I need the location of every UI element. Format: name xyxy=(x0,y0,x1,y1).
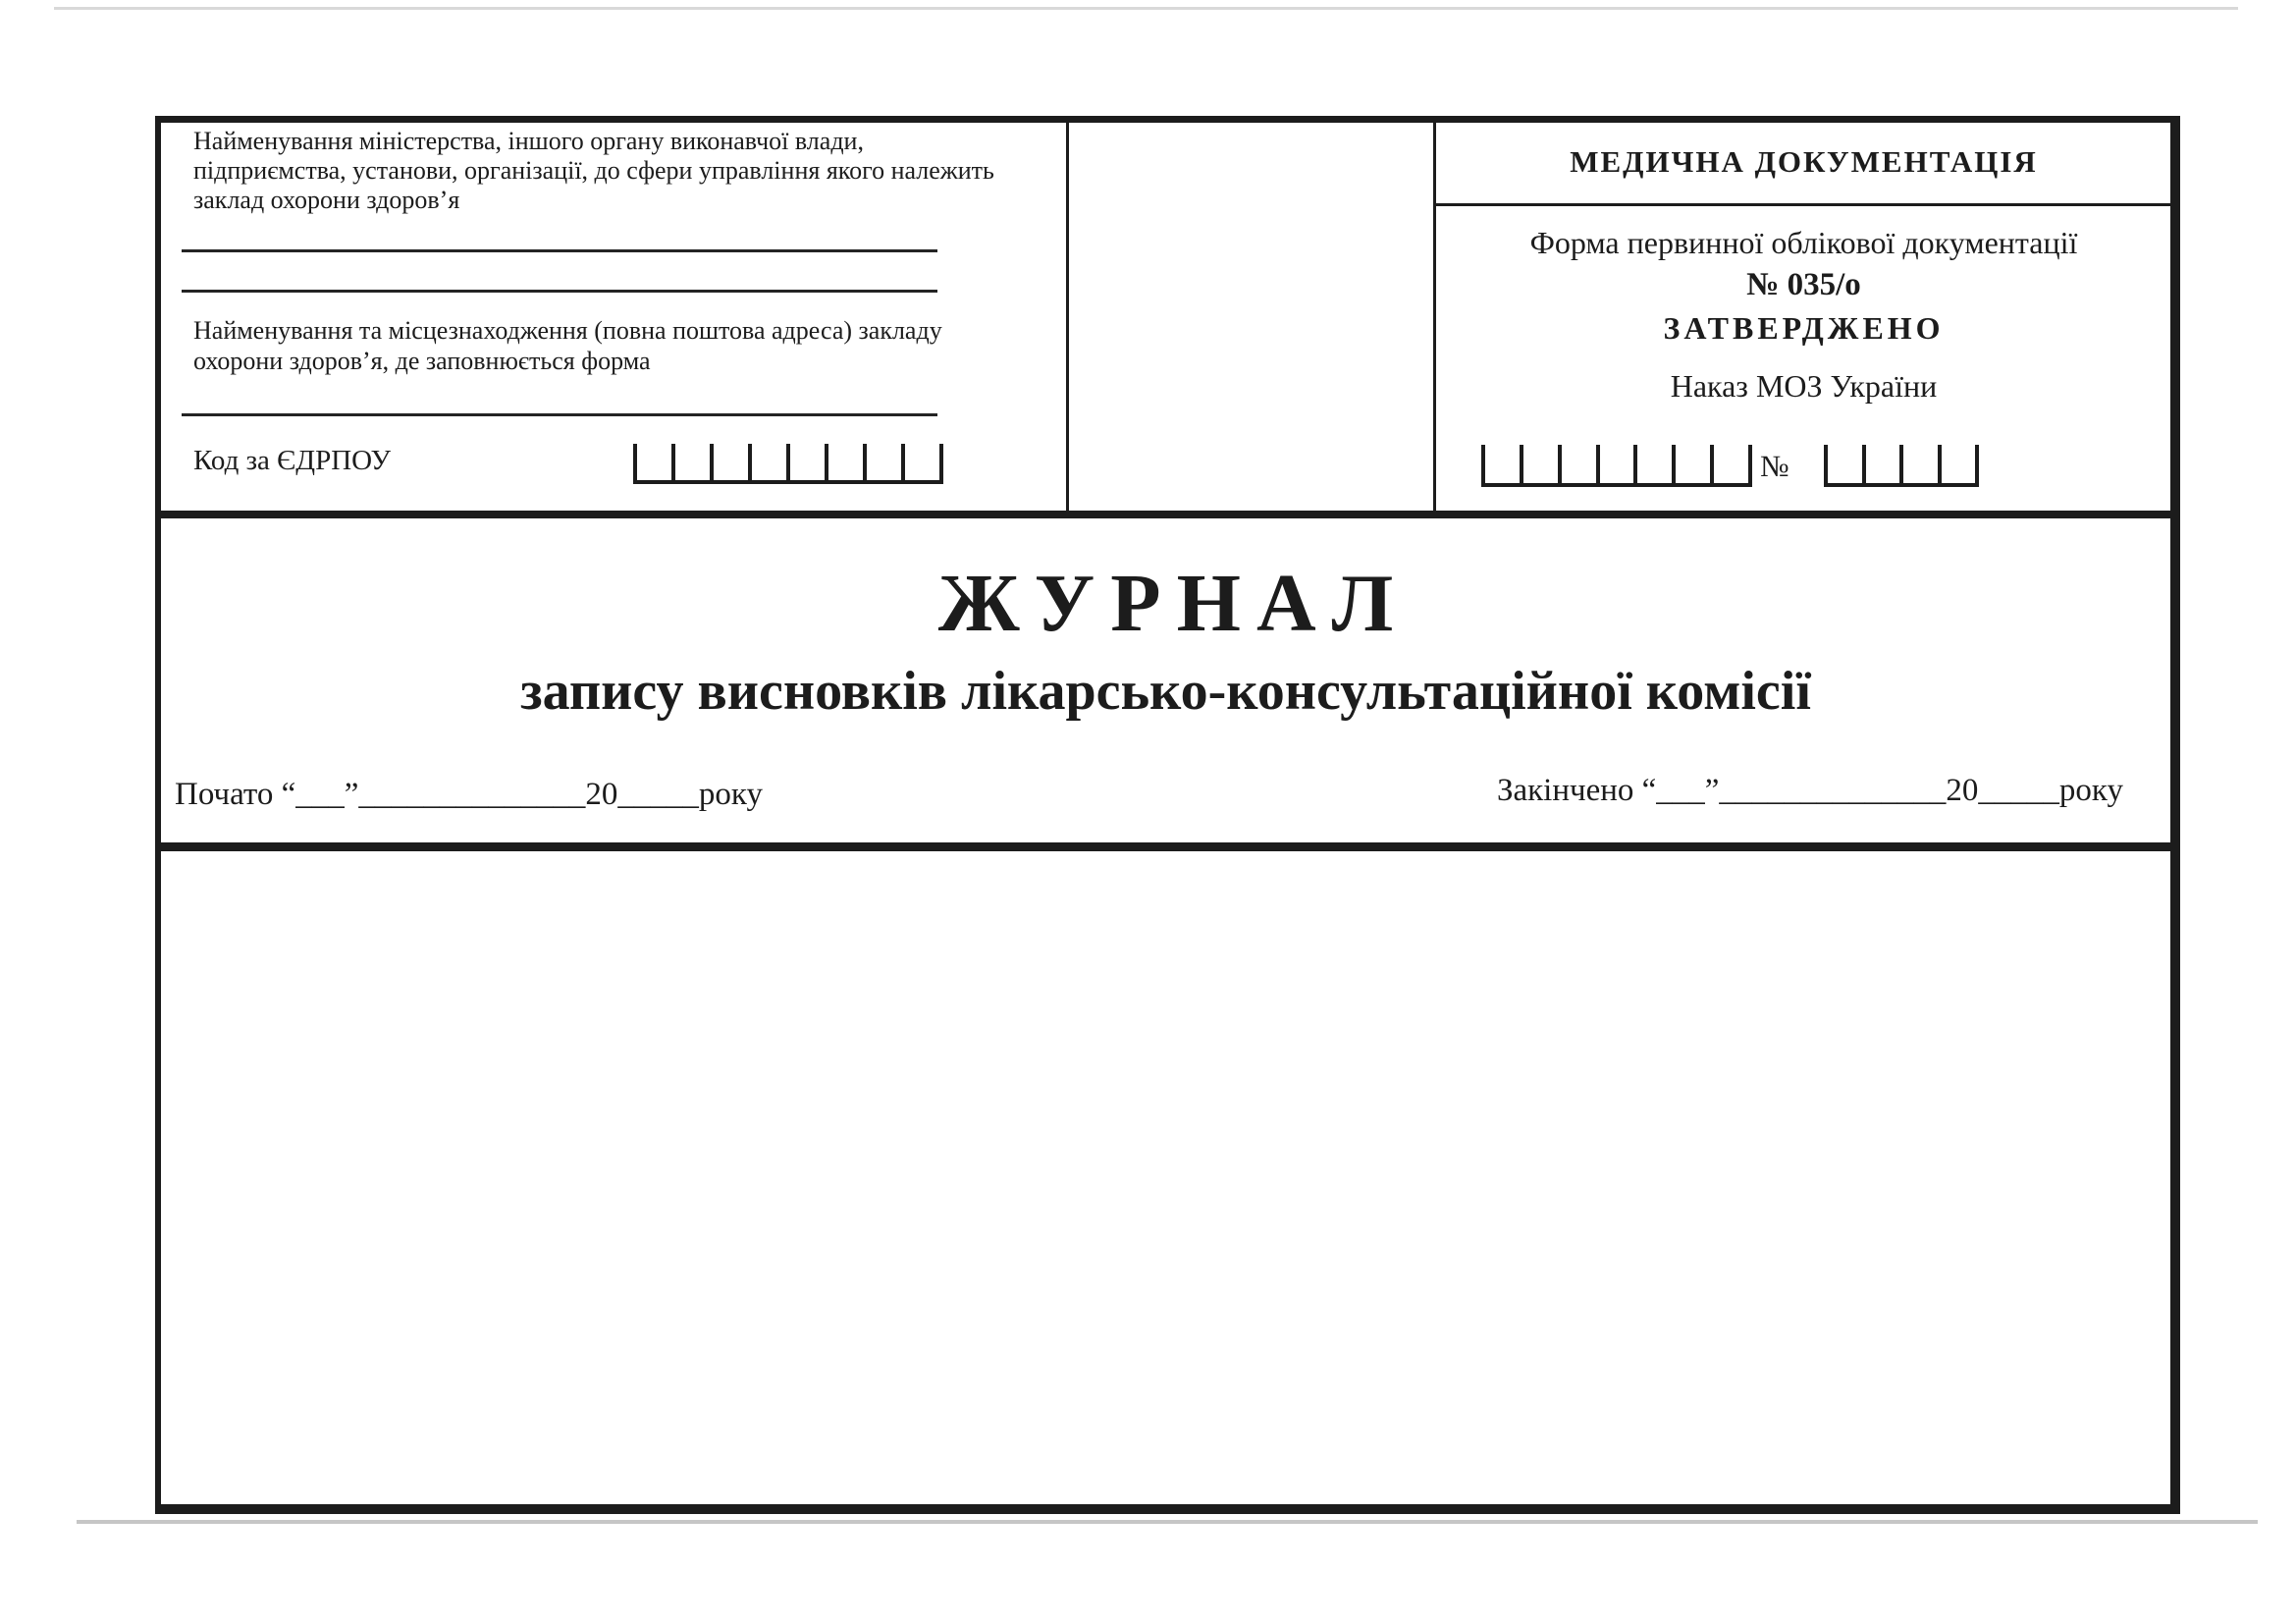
comb-cell[interactable] xyxy=(863,444,901,480)
org-name-blank-line-1[interactable] xyxy=(182,249,937,252)
comb-cell[interactable] xyxy=(786,444,825,480)
ministry-name-line-3: заклад охорони здоров’я xyxy=(193,186,460,214)
header-bottom-rule xyxy=(161,511,2170,518)
ministry-name-line-2: підприємства, установи, організації, до сфери управління якого належить xyxy=(193,156,994,185)
comb-cell[interactable] xyxy=(1899,445,1938,483)
medical-documentation-title: МЕДИЧНА ДОКУМЕНТАЦІЯ xyxy=(1570,144,2038,179)
ministry-name-line-1: Найменування міністерства, іншого органу виконавчої влади, xyxy=(193,127,864,155)
org-name-blank-line-2[interactable] xyxy=(182,290,937,293)
comb-cell[interactable] xyxy=(901,444,943,480)
approved-label: ЗАТВЕРДЖЕНО xyxy=(1663,310,1945,346)
edrpou-code-label: Код за ЄДРПОУ xyxy=(193,445,391,476)
started-date-line[interactable]: Почато “___”______________20_____року xyxy=(175,777,763,812)
comb-cell[interactable] xyxy=(1481,445,1520,483)
comb-cell[interactable] xyxy=(1938,445,1980,483)
facility-address-line-1: Найменування та місцезнаходження (повна поштова адреса) закладу xyxy=(193,316,942,345)
facility-address-blank-line[interactable] xyxy=(182,413,937,416)
comb-cell[interactable] xyxy=(710,444,748,480)
comb-cell[interactable] xyxy=(1558,445,1596,483)
title-bottom-rule xyxy=(161,842,2170,851)
medical-documentation-block xyxy=(1436,123,2171,511)
comb-cell[interactable] xyxy=(1672,445,1710,483)
order-number-sign: № xyxy=(1760,449,1789,483)
comb-cell[interactable] xyxy=(1710,445,1752,483)
moz-order-caption: Наказ МОЗ України xyxy=(1670,368,1938,404)
journal-title: ЖУРНАЛ xyxy=(937,558,1410,649)
finished-date-line[interactable]: Закінчено “___”______________20_____року xyxy=(1496,773,2123,808)
order-date-cells[interactable] xyxy=(1481,445,1752,487)
comb-cell[interactable] xyxy=(1824,445,1862,483)
form-035o xyxy=(155,116,2180,1514)
journal-subtitle: запису висновків лікарсько-консультаційної комісії xyxy=(520,661,1811,722)
comb-cell[interactable] xyxy=(633,444,671,480)
comb-cell[interactable] xyxy=(825,444,863,480)
scan-artifact-top xyxy=(54,7,2238,10)
primary-accounting-form-caption: Форма первинної облікової документації xyxy=(1529,225,2078,260)
header-column-divider-1 xyxy=(1066,123,1069,511)
ministry-name-label xyxy=(193,127,1057,215)
comb-cell[interactable] xyxy=(671,444,710,480)
facility-address-label xyxy=(193,315,1057,376)
journal-body-blank-area xyxy=(161,851,2170,1504)
comb-cell[interactable] xyxy=(1520,445,1558,483)
facility-address-line-2: охорони здоров’я, де заповнюється форма xyxy=(193,347,651,375)
comb-cell[interactable] xyxy=(1862,445,1900,483)
comb-cell[interactable] xyxy=(748,444,786,480)
edrpou-code-cells[interactable] xyxy=(633,444,943,484)
comb-cell[interactable] xyxy=(1633,445,1672,483)
form-number: № 035/о xyxy=(1746,267,1861,302)
order-number-cells[interactable] xyxy=(1824,445,1979,487)
comb-cell[interactable] xyxy=(1596,445,1634,483)
scan-artifact-bottom xyxy=(77,1520,2258,1524)
